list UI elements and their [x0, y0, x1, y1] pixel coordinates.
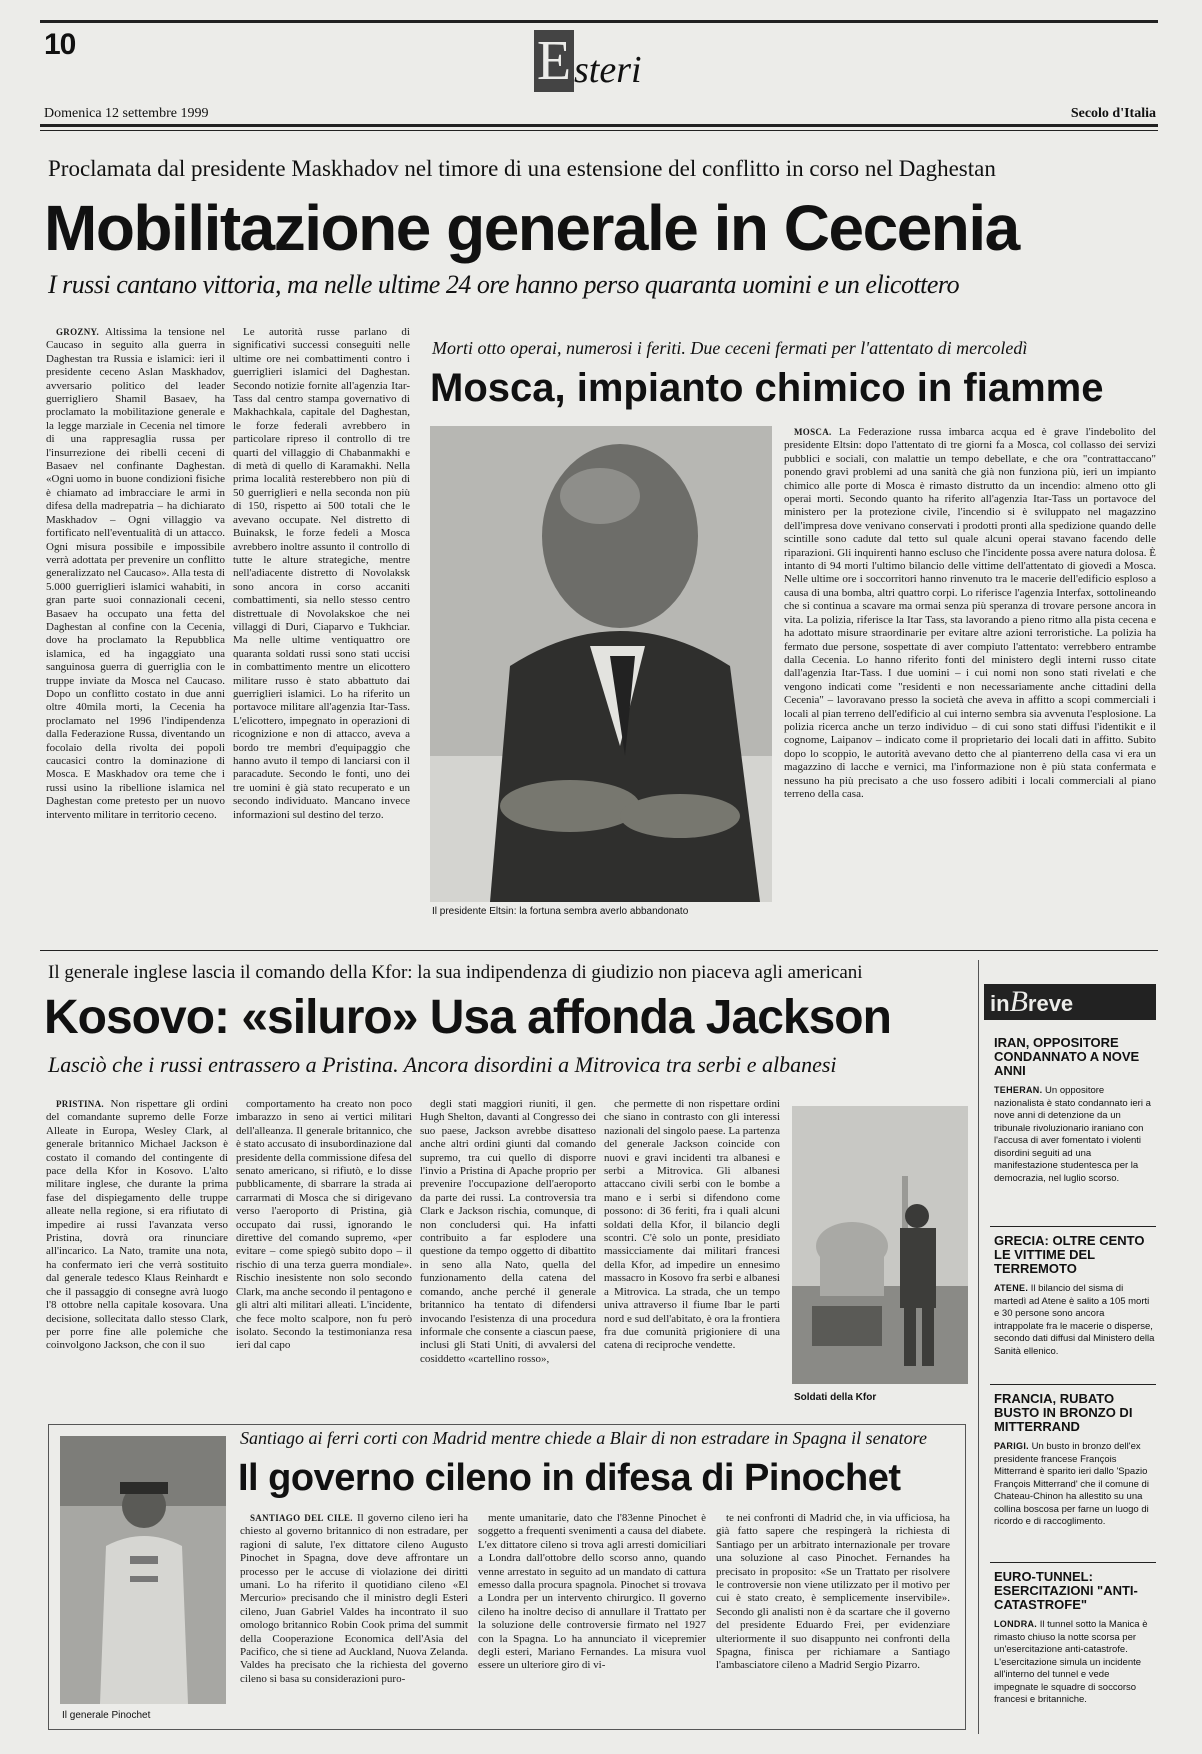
lead-dateline: GROZNY.: [56, 327, 100, 337]
kosovo-kicker: Il generale inglese lascia il comando della Kfor: la sua indipendenza di giudizio non piaceva agli americani: [48, 962, 863, 983]
kfor-caption: Soldati della Kfor: [794, 1392, 877, 1403]
brevi-divider: [990, 1384, 1156, 1385]
pinochet-column-1: [240, 1512, 468, 1722]
pinochet-photo-graphic: [60, 1436, 226, 1704]
brevi-item-text: Il bilancio del sisma di martedì ad Atene è salito a 105 morti e 30 persone sono ancora intrappolate fra le macerie o disperse, secondo dati diffusi dal Ministero della Sanità ellenico.: [994, 1283, 1155, 1357]
lead-headline: Mobilitazione generale in Cecenia: [44, 192, 1019, 264]
brevi-item-3: [994, 1392, 1156, 1529]
eltsin-caption: Il presidente Eltsin: la fortuna sembra averlo abbandonato: [432, 906, 689, 917]
section-initial: E: [534, 30, 574, 92]
pinochet-caption: Il generale Pinochet: [62, 1710, 151, 1721]
kosovo-text-1: Non rispettare gli ordini del comandante supremo delle Forze Alleate in Europa, Wesley Clark, al generale britannico Michael Jackson è costato il comando del contingente di pace della Kfor in Kosovo. L'alto militare inglese, che durante la prima fase del dispiegamento delle truppe alleate nella regione, si era rifiutato di impedire ai russi l'avanzata verso Pristina, dovrà ora rinunciare all'incarico. La Nato, tramite una nota, ha confermato ieri che verrà sostituito dal generale tedesco Klaus Reinhardt e che il passaggio di consegne avrà luogo l'8 ottobre nella capitale kosovara. Una decisione, sollecitata dallo stesso Clark, per porre fine alle polemiche che coinvolgono Jackson, che con il suo: [46, 1098, 228, 1352]
mosca-body: [784, 426, 1156, 926]
lead-column-1: [46, 326, 225, 946]
pinochet-headline: Il governo cileno in difesa di Pinochet: [238, 1457, 901, 1499]
kfor-photo: [792, 1106, 968, 1384]
brevi-item-dateline: LONDRA.: [994, 1619, 1038, 1629]
brevi-item-1: [994, 1036, 1156, 1185]
kosovo-text-3: degli stati maggiori riuniti, il gen. Hugh Shelton, davanti al Congresso dei suo paese, Jackson avrebbe disatteso anche altri ordini giunti dal comando supremo, tra cui quello di disporre l'invio a Pristina di Apache proprio per prevenire l'occupazione dell'aeroporto da parte dei russi. La controversia tra Clark e Jackson rischia, comunque, di non concludersi qui. Ha infatti contribuito a far esplodere una questione da tempo oggetto di dibattito in seno alla Nato, quella del funzionamento della catena del comando, anche perché il generale britannico ha tentato di difendersi invocando l'esistenza di una procedura informale che consente a ciascun paese, inclusi gli Stati Uniti, di avvalersi del cosiddetto «cartellino rosso»,: [420, 1098, 596, 1365]
brevi-item-2: [994, 1234, 1156, 1358]
kosovo-dateline: PRISTINA.: [56, 1099, 104, 1109]
pinochet-text-1: Il governo cileno ieri ha chiesto al governo britannico di non estradare, per ragioni di salute, l'ex dittatore cileno Augusto Pinochet in Spagna, dove deve affrontare un processo per le accuse di violazione dei diritti umani. Lo ha riferito il quotidiano cileno «El Mercurio» precisando che il ministro degli Esteri cileno, Juan Gabriel Valdes ha incontrato il suo omologo britannico Robin Cook prima del summit della Cooperazione Economica dell'Asia del Pacifico, che si tiene ad Auckland, Nuova Zelanda. Valdes ha precisato che la richiesta del governo cileno si basa su considerazioni puro-: [240, 1512, 468, 1685]
mosca-kicker: Morti otto operai, numerosi i feriti. Due ceceni fermati per l'attentato di mercoledì: [432, 338, 1028, 358]
brevi-item-title: FRANCIA, RUBATO BUSTO IN BRONZO DI MITTERRAND: [994, 1391, 1133, 1434]
brevi-item-text: Il tunnel sotto la Manica è rimasto chiuso la notte scorsa per un'esercitazione anti-catastrofe. L'esercitazione simula un incidente all'interno del tunnel e vede impegnate le squadre di soccorso francesi e britanniche.: [994, 1619, 1148, 1705]
brevi-item-title: GRECIA: OLTRE CENTO LE VITTIME DEL TERREMOTO: [994, 1233, 1145, 1276]
mosca-text: La Federazione russa imbarca acqua ed è grave l'indebolito del presidente Eltsin: dopo l'attentato di tre giorni fa a Mosca, col collasso dei servizi pubblici e sociali, con malattie un tempo debellate, e che ora "contrattaccano" ponendo gravi problemi ad una sanità che già non funziona più, ieri un impianto chimico alle porte di Mosca è rimasto distrutto da un incendio: almeno otto gli operai morti. Secondo quanto ha riferito all'agenzia Itar-Tass un portavoce del ministero per la protezione civile, l'incendio si è sviluppato nel magazzino dell'impresa dove venivano conservati i prodotti pronti alla spedizione quando delle scintille sono cadute dal tetto sul quale alcuni operai stavano facendo delle riparazioni. Gli inquirenti hanno escluso che l'incidente possa avere natura dolosa. È intanto di 94 morti l'ultimo bilancio delle vittime dell'attentato di giovedì a Mosca. Nelle ultime ore i soccorritori hanno rinvenuto tra le macerie dell'edificio esploso a causa di una bomba, altri quattro corpi. Lo riferisce l'agenzia Interfax, sottolineando che si continua a scavare ma ormai senza più speranza di trovare persone ancora in vita. La polizia, riferisce la Itar Tass, sta lavorando a pieno ritmo alla pista cecena e ha adottato misure straordinarie per evitare altre azioni terroristiche. La polizia ha fermato due persone, sospettate di aver compiuto l'attentato: verrebbero entrambe dalla Cecenia. Lo hanno riferito fonti del ministero degli interni russo citate dall'agenzia Itar-Tass. I due uomini – i cui nomi non sono stati rivelati e che vengono indicati come "residenti e non necessariamente anche cittadini della Cecenia" – lavoravano presso la società che aveva in affitto a scopi commerciali i locali al pian terreno dell'edificio al cui interno sembra sia avvenuta l'esplosione. La polizia ricerca anche un terzo individuo – di cui sono stati diffusi l'identikit e il cognome, Laipanov – indicato come il proprietario dei locali dati in affitto. Subito dopo lo scoppio, le autorità avevano detto che al pianterreno della casa vi era un magazzino di lacche e vernici, ma l'informazione non è più stata confermata e nessuno ha più precisato a che uso fossero adibiti i locali commerciali al piano terreno della casa.: [784, 426, 1156, 800]
brevi-item-text: Un oppositore nazionalista è stato condannato ieri a nove anni di detenzione da un tribunale rivoluzionario iraniano con l'accusa di aver fomentato i violenti disordini seguiti ad una manifestazione studentesca per la democrazia, nel luglio scorso.: [994, 1085, 1151, 1184]
pinochet-column-3: [716, 1512, 950, 1722]
brevi-label-in: in: [990, 991, 1010, 1016]
lead-column-2: [233, 326, 410, 946]
lead-kicker: Proclamata dal presidente Maskhadov nel timore di una estensione del conflitto in corso nel Daghestan: [48, 156, 996, 181]
kosovo-column-1: [46, 1098, 228, 1398]
lead-text-1: Altissima la tensione nel Caucaso in seguito alla guerra in Daghestan tra Russia e islamici: ieri il presidente ceceno Aslan Maskhadov, avversario politico del leader guerrigliero Shamil Basaev, ha proclamato la mobilitazione generale e la legge marziale in Cecenia nel timore di una rappresaglia russa per l'insurrezione dei ribelli ceceni di Basaev nel confinante Daghestan. «Ogni uomo in buone condizioni fisiche è chiamato ad imbracciare le armi in difesa della madrepatria – ha dichiarato Maskhadov – Ogni villaggio va fortificato nell'eventualità di un attacco. Ogni misura possibile e impossibile verrà adottata per prevenire un conflitto generalizzato nel Caucaso». Alla testa di 5.000 guerriglieri islamici wahabiti, in gran parte suoi connazionali ceceni, Basaev ha occupato una fetta del Daghestan al confine con la Cecenia, dove ha proclamato la Repubblica islamica, ed ha ingaggiato una sanguinosa guerra di guerriglia con le truppe inviate da Mosca nel Caucaso. Dopo un conflitto costato in due anni oltre 40mila morti, la Cecenia ha proclamato nel 1996 l'indipendenza dalla Federazione Russa, diventando un focolaio della rivolta dei popoli caucasici contro la dominazione di Mosca. E Maskhadov ora teme che i russi usino la ribellione islamica nel Daghestan come pretesto per un nuovo intervento militare in territorio ceceno.: [46, 326, 225, 821]
header-rule: [40, 124, 1158, 127]
top-rule: [40, 20, 1158, 23]
pinochet-text-3: te nei confronti di Madrid che, in via ufficiosa, ha già fatto sapere che respingerà la richiesta di Santiago per un arbitrato internazionale per trovare una soluzione al caso Pinochet. Fernandes ha precisato in proposito: «Se un Trattato per risolvere le controversie non viene utilizzato per il motivo per cui è stato creato, è semplicemente inservibile». Secondo gli analisti non è da scartare che il governo del presidente Eduardo Frei, per evidenziare ulteriormente il suo disappunto nei confronti della Spagna, finisca per richiamare a Santiago l'ambasciatore cileno a Madrid Sergio Pizarro.: [716, 1512, 950, 1672]
brevi-label: [984, 984, 1156, 1020]
brevi-item-4: [994, 1570, 1156, 1707]
brevi-label-reve: reve: [1027, 991, 1074, 1016]
section-title: [534, 30, 642, 98]
brevi-label-b: B: [1009, 985, 1028, 1018]
kosovo-headline: Kosovo: «siluro» Usa affonda Jackson: [44, 991, 891, 1044]
brevi-divider: [990, 1226, 1156, 1227]
pinochet-text-2: mente umanitarie, dato che l'83enne Pinochet è soggetto a frequenti svenimenti a causa del diabete. L'ex dittatore cileno si trova agli arresti domiciliari a Londra dall'ottobre dello scorso anno, quando venne arrestato in seguito ad un mandato di cattura emesso dalla procura spagnola. Pinochet si trovava a Londra per un intervento chirurgico. Il governo cileno ha inoltre deciso di annullare il Trattato per la soluzione delle controversie firmato nel 1927 con la Spagna. Lo ha annunciato il vicepremier degli esteri, Mariano Fernandes. La misura vuol essere un ulteriore giro di vi-: [478, 1512, 706, 1672]
kosovo-column-3: [420, 1098, 596, 1398]
kfor-photo-graphic: [792, 1106, 968, 1384]
eltsin-photo-graphic: [430, 426, 772, 902]
kosovo-column-4: [604, 1098, 780, 1398]
section-name: steri: [574, 49, 642, 91]
issue-date: Domenica 12 settembre 1999: [44, 106, 209, 121]
kosovo-text-4: che permette di non rispettare ordini che siano in contrasto con gli interessi nazionali del singolo paese. La partenza del generale Jackson coincide con nuovi e gravi incidenti tra albanesi e serbi a Mitrovica. Gli albanesi attaccano civili serbi con le bombe a mano e i serbi si difendono come possono: di 36 feriti, fra i quali alcuni soldati della Kfor, il bilancio degli scontri. C'è solo un ponte, presidiato massicciamente dai militari francesi della Kfor, ad impedire un ennesimo massacro in Kosovo fra serbi e albanesi a Mitrovica. La strada, che un tempo univa attraverso il fiume Ibar le parti nord e sud dell'abitato, è ora la frontiera fra due comunità prigioniere di una catena di reciproche vendette.: [604, 1098, 780, 1352]
pinochet-kicker: Santiago ai ferri corti con Madrid mentre chiede a Blair di non estradare in Spagna il senatore: [240, 1428, 927, 1448]
kosovo-subheadline: Lasciò che i russi entrassero a Pristina. Ancora disordini a Mitrovica tra serbi e albanesi: [48, 1052, 837, 1077]
kosovo-text-2: comportamento ha creato non poco imbarazzo in seno ai vertici militari dell'alleanza. Il generale britannico, che è stato accusato di insubordinazione dal presidente della commissione difesa del senato americano, si rifiutò, e lo disse pubblicamente, di sbarrare la strada ai carrarmati di Mosca che si dirigevano verso l'aeroporto di Pristina, già occupato dai russi, ignorando le direttive del comando supremo, «per evitare – come spiegò subito dopo – il rischio di una terza guerra mondiale». Rischio inesistente non solo secondo Clark, ma anche secondo il pentagono e gli altri alti militari alleati. L'incidente, che fece molto scalpore, non fu però isolato. Secondo la testimonianza resa ieri dal capo: [236, 1098, 412, 1352]
brevi-item-dateline: PARIGI.: [994, 1441, 1029, 1451]
page-number: 10: [44, 28, 76, 61]
publication-name: Secolo d'Italia: [1070, 106, 1156, 121]
lead-text-2: Le autorità russe parlano di significativi successi conseguiti nelle ultime ore nei combattimenti contro i guerriglieri islamici del Daghestan. Secondo notizie fornite all'agenzia Itar-Tass dal centro stampa governativo di Makhachkala, capitale del Daghestan, le forze federali avrebbero in particolare ripreso il controllo di tre quarti del villaggio di Chabanmakhi e di metà di quello di Karamakhi. Nella prima località resterebbero non più di 50 guerriglieri e nella seconda non più di 150, rispetto ai 500 totali che le avevano occupate. Nel distretto di Buinaksk, le forze fedeli a Mosca avrebbero inoltre assunto il controllo di tutte le alture strategiche, mentre nell'adiacente distretto di Novolaksk sono ancora in corso accaniti combattimenti, sia nello stesso centro distrettuale di Novolakskoe che nei villaggi di Duri, Ciaparvo e Tukhciar. Ma nelle ultime ventiquattro ore quaranta soldati russi sono stati uccisi in combattimento mentre un elicottero militare russo è stato abbattuto dai guerriglieri islamici. Lo ha riferito un portavoce militare all'agenzia Itar-Tass. L'elicottero, impegnato in operazioni di ricognizione e non di attacco, aveva a bordo tre membri d'equipaggio che hanno avuto il tempo di lanciarsi con il paracadute. Secondo le fonti, uno dei tre uomini è già stato recuperato e un secondo individuato. Mancano invece informazioni sul destino del terzo.: [233, 326, 410, 821]
section-divider-1: [40, 950, 1158, 951]
brevi-item-title: IRAN, OPPOSITORE CONDANNATO A NOVE ANNI: [994, 1035, 1140, 1078]
brevi-item-dateline: TEHERAN.: [994, 1085, 1043, 1095]
brevi-divider: [990, 1562, 1156, 1563]
brevi-item-dateline: ATENE.: [994, 1283, 1029, 1293]
mosca-headline: Mosca, impianto chimico in fiamme: [430, 366, 1104, 410]
lead-subheadline: I russi cantano vittoria, ma nelle ultime 24 ore hanno perso quaranta uomini e un elicottero: [48, 270, 960, 299]
pinochet-photo: [60, 1436, 226, 1704]
pinochet-dateline: SANTIAGO DEL CILE.: [250, 1513, 353, 1523]
brevi-item-title: EURO-TUNNEL: ESERCITAZIONI "ANTI-CATASTROFE": [994, 1569, 1138, 1612]
brevi-item-text: Un busto in bronzo dell'ex presidente francese François Mitterrand è sparito ieri dallo 'Spazio François Mitterrand' che il comune di Chateau-Chinon ha allestito su una collina boscosa per farne un luogo di ricordo e di raccoglimento.: [994, 1441, 1149, 1527]
mosca-dateline: MOSCA.: [794, 427, 832, 437]
pinochet-column-2: [478, 1512, 706, 1722]
header-rule-thin: [40, 130, 1158, 131]
kosovo-column-2: [236, 1098, 412, 1398]
eltsin-photo: [430, 426, 772, 902]
